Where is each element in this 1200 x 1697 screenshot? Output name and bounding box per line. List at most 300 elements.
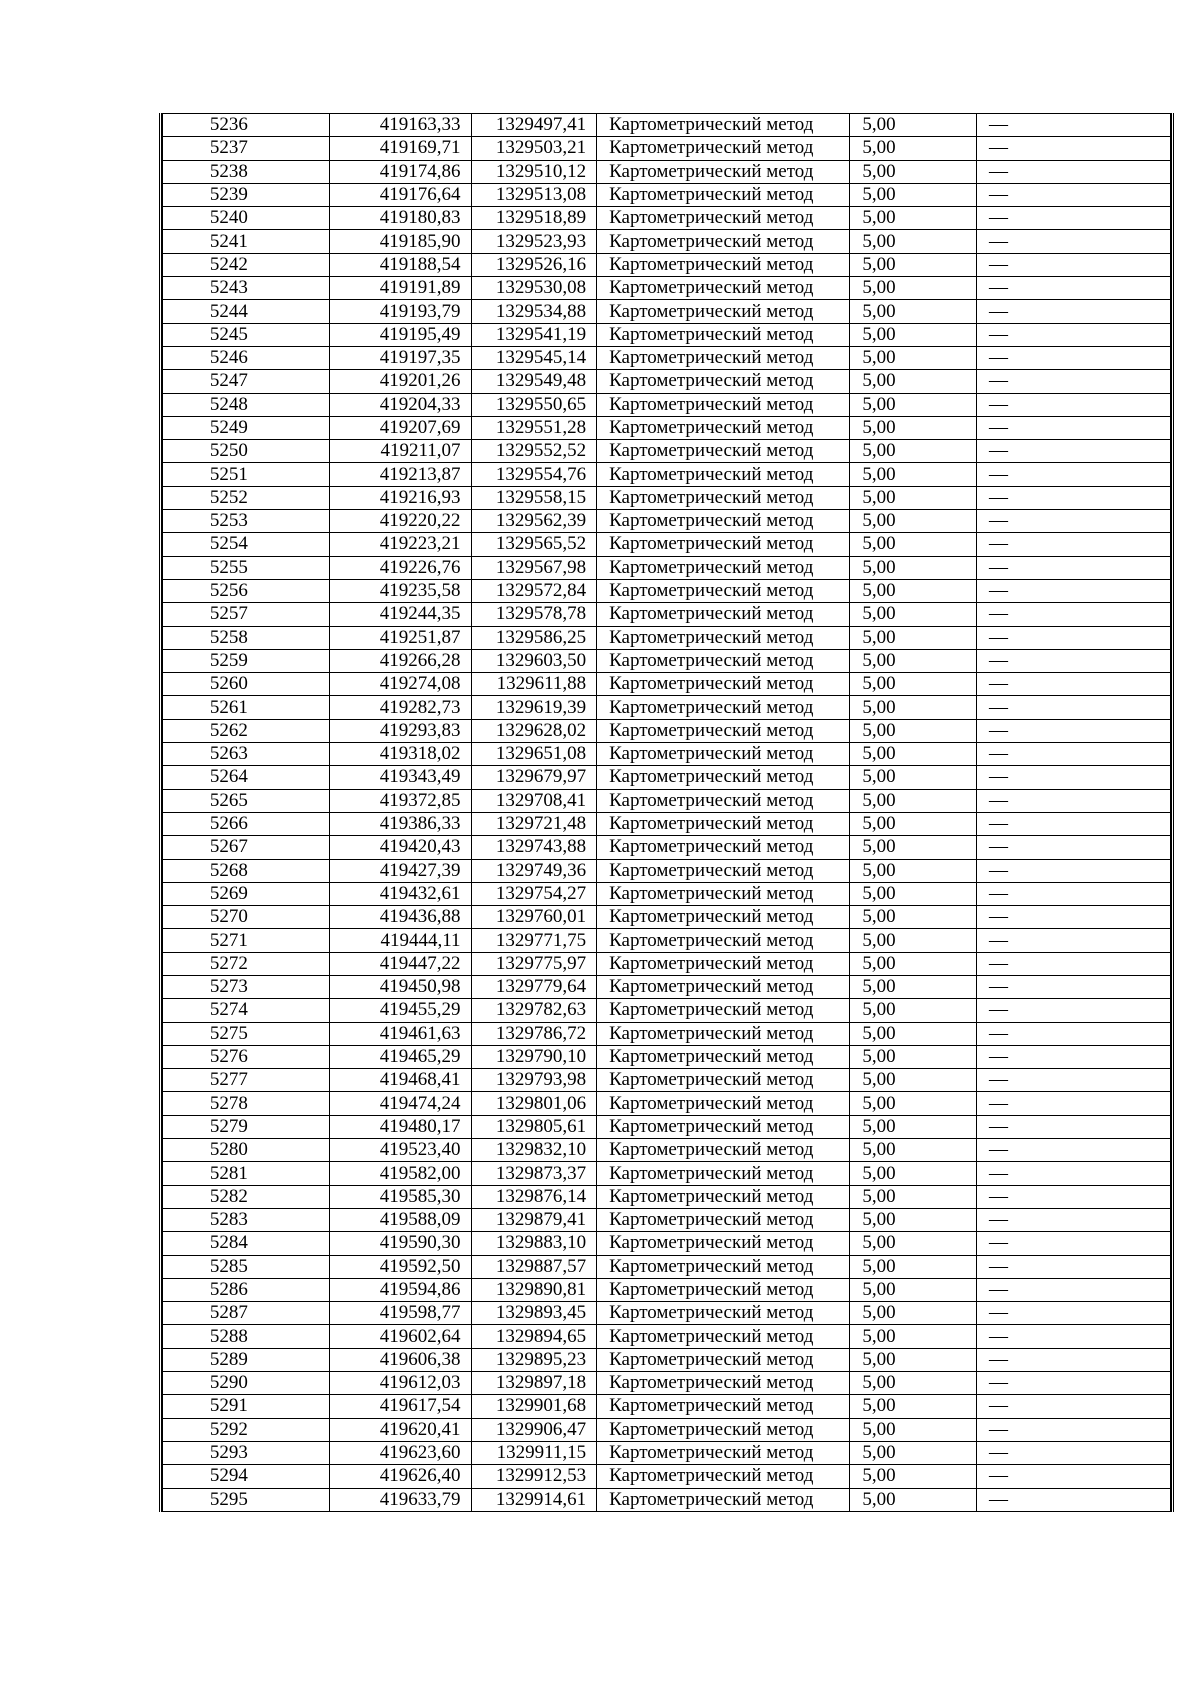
point-number-cell: 5286 — [163, 1278, 330, 1301]
accuracy-cell: 5,00 — [850, 300, 977, 323]
point-number-cell: 5259 — [163, 649, 330, 672]
x-coordinate-cell: 419585,30 — [329, 1185, 471, 1208]
accuracy-cell: 5,00 — [850, 626, 977, 649]
table-row — [163, 952, 1171, 975]
x-coordinate-cell: 419193,79 — [329, 300, 471, 323]
note-cell: — — [976, 346, 1170, 369]
table-row — [163, 1139, 1171, 1162]
table-row — [163, 719, 1171, 742]
method-cell: Картометрический метод — [597, 626, 850, 649]
y-coordinate-cell: 1329743,88 — [471, 836, 597, 859]
point-number-cell: 5242 — [163, 253, 330, 276]
table-row — [163, 999, 1171, 1022]
y-coordinate-cell: 1329552,52 — [471, 440, 597, 463]
x-coordinate-cell: 419468,41 — [329, 1069, 471, 1092]
note-cell: — — [976, 370, 1170, 393]
x-coordinate-cell: 419590,30 — [329, 1232, 471, 1255]
accuracy-cell: 5,00 — [850, 1348, 977, 1371]
note-cell: — — [976, 975, 1170, 998]
accuracy-cell: 5,00 — [850, 486, 977, 509]
table-row — [163, 253, 1171, 276]
table-row — [163, 1185, 1171, 1208]
point-number-cell: 5271 — [163, 929, 330, 952]
method-cell: Картометрический метод — [597, 393, 850, 416]
method-cell: Картометрический метод — [597, 370, 850, 393]
table-row — [163, 1022, 1171, 1045]
table-row — [163, 1418, 1171, 1441]
x-coordinate-cell: 419204,33 — [329, 393, 471, 416]
x-coordinate-cell: 419594,86 — [329, 1278, 471, 1301]
point-number-cell: 5284 — [163, 1232, 330, 1255]
note-cell: — — [976, 300, 1170, 323]
accuracy-cell: 5,00 — [850, 440, 977, 463]
note-cell: — — [976, 859, 1170, 882]
accuracy-cell: 5,00 — [850, 673, 977, 696]
table-row — [163, 230, 1171, 253]
table-row — [163, 160, 1171, 183]
x-coordinate-cell: 419226,76 — [329, 556, 471, 579]
point-number-cell: 5246 — [163, 346, 330, 369]
y-coordinate-cell: 1329550,65 — [471, 393, 597, 416]
point-number-cell: 5273 — [163, 975, 330, 998]
accuracy-cell: 5,00 — [850, 766, 977, 789]
note-cell: — — [976, 1045, 1170, 1068]
point-number-cell: 5240 — [163, 207, 330, 230]
method-cell: Картометрический метод — [597, 603, 850, 626]
method-cell: Картометрический метод — [597, 1325, 850, 1348]
method-cell: Картометрический метод — [597, 1115, 850, 1138]
note-cell: — — [976, 183, 1170, 206]
note-cell: — — [976, 743, 1170, 766]
method-cell: Картометрический метод — [597, 1395, 850, 1418]
method-cell: Картометрический метод — [597, 114, 850, 137]
y-coordinate-cell: 1329628,02 — [471, 719, 597, 742]
point-number-cell: 5267 — [163, 836, 330, 859]
accuracy-cell: 5,00 — [850, 277, 977, 300]
x-coordinate-cell: 419623,60 — [329, 1441, 471, 1464]
table-row — [163, 882, 1171, 905]
accuracy-cell: 5,00 — [850, 1278, 977, 1301]
x-coordinate-cell: 419223,21 — [329, 533, 471, 556]
y-coordinate-cell: 1329578,78 — [471, 603, 597, 626]
x-coordinate-cell: 419386,33 — [329, 812, 471, 835]
table-row — [163, 300, 1171, 323]
method-cell: Картометрический метод — [597, 673, 850, 696]
table-row — [163, 812, 1171, 835]
table-row — [163, 556, 1171, 579]
accuracy-cell: 5,00 — [850, 719, 977, 742]
note-cell: — — [976, 929, 1170, 952]
method-cell: Картометрический метод — [597, 1185, 850, 1208]
method-cell: Картометрический метод — [597, 346, 850, 369]
x-coordinate-cell: 419633,79 — [329, 1488, 471, 1511]
table-row — [163, 1441, 1171, 1464]
accuracy-cell: 5,00 — [850, 114, 977, 137]
accuracy-cell: 5,00 — [850, 160, 977, 183]
x-coordinate-cell: 419274,08 — [329, 673, 471, 696]
x-coordinate-cell: 419293,83 — [329, 719, 471, 742]
method-cell: Картометрический метод — [597, 1465, 850, 1488]
method-cell: Картометрический метод — [597, 1162, 850, 1185]
table-row — [163, 975, 1171, 998]
point-number-cell: 5292 — [163, 1418, 330, 1441]
y-coordinate-cell: 1329558,15 — [471, 486, 597, 509]
y-coordinate-cell: 1329883,10 — [471, 1232, 597, 1255]
point-number-cell: 5272 — [163, 952, 330, 975]
point-number-cell: 5256 — [163, 579, 330, 602]
method-cell: Картометрический метод — [597, 743, 850, 766]
table-row — [163, 1092, 1171, 1115]
y-coordinate-cell: 1329782,63 — [471, 999, 597, 1022]
x-coordinate-cell: 419455,29 — [329, 999, 471, 1022]
y-coordinate-cell: 1329619,39 — [471, 696, 597, 719]
x-coordinate-cell: 419185,90 — [329, 230, 471, 253]
note-cell: — — [976, 556, 1170, 579]
accuracy-cell: 5,00 — [850, 1418, 977, 1441]
x-coordinate-cell: 419620,41 — [329, 1418, 471, 1441]
x-coordinate-cell: 419523,40 — [329, 1139, 471, 1162]
note-cell: — — [976, 1022, 1170, 1045]
table-row — [163, 673, 1171, 696]
table-row — [163, 836, 1171, 859]
y-coordinate-cell: 1329679,97 — [471, 766, 597, 789]
method-cell: Картометрический метод — [597, 789, 850, 812]
y-coordinate-cell: 1329565,52 — [471, 533, 597, 556]
table-row — [163, 1325, 1171, 1348]
point-number-cell: 5291 — [163, 1395, 330, 1418]
accuracy-cell: 5,00 — [850, 463, 977, 486]
x-coordinate-cell: 419461,63 — [329, 1022, 471, 1045]
point-number-cell: 5290 — [163, 1372, 330, 1395]
x-coordinate-cell: 419318,02 — [329, 743, 471, 766]
note-cell: — — [976, 137, 1170, 160]
accuracy-cell: 5,00 — [850, 416, 977, 439]
method-cell: Картометрический метод — [597, 323, 850, 346]
note-cell: — — [976, 1162, 1170, 1185]
note-cell: — — [976, 416, 1170, 439]
point-number-cell: 5295 — [163, 1488, 330, 1511]
accuracy-cell: 5,00 — [850, 1115, 977, 1138]
note-cell: — — [976, 603, 1170, 626]
y-coordinate-cell: 1329754,27 — [471, 882, 597, 905]
point-number-cell: 5285 — [163, 1255, 330, 1278]
method-cell: Картометрический метод — [597, 1208, 850, 1231]
point-number-cell: 5277 — [163, 1069, 330, 1092]
point-number-cell: 5264 — [163, 766, 330, 789]
y-coordinate-cell: 1329911,15 — [471, 1441, 597, 1464]
table-row — [163, 579, 1171, 602]
point-number-cell: 5276 — [163, 1045, 330, 1068]
note-cell: — — [976, 323, 1170, 346]
note-cell: — — [976, 882, 1170, 905]
y-coordinate-cell: 1329894,65 — [471, 1325, 597, 1348]
x-coordinate-cell: 419169,71 — [329, 137, 471, 160]
accuracy-cell: 5,00 — [850, 1045, 977, 1068]
method-cell: Картометрический метод — [597, 929, 850, 952]
y-coordinate-cell: 1329832,10 — [471, 1139, 597, 1162]
note-cell: — — [976, 1302, 1170, 1325]
x-coordinate-cell: 419598,77 — [329, 1302, 471, 1325]
note-cell: — — [976, 463, 1170, 486]
method-cell: Картометрический метод — [597, 463, 850, 486]
accuracy-cell: 5,00 — [850, 1232, 977, 1255]
method-cell: Картометрический метод — [597, 859, 850, 882]
accuracy-cell: 5,00 — [850, 952, 977, 975]
note-cell: — — [976, 230, 1170, 253]
method-cell: Картометрический метод — [597, 533, 850, 556]
y-coordinate-cell: 1329906,47 — [471, 1418, 597, 1441]
x-coordinate-cell: 419266,28 — [329, 649, 471, 672]
note-cell: — — [976, 1348, 1170, 1371]
x-coordinate-cell: 419201,26 — [329, 370, 471, 393]
note-cell: — — [976, 510, 1170, 533]
x-coordinate-cell: 419207,69 — [329, 416, 471, 439]
accuracy-cell: 5,00 — [850, 346, 977, 369]
method-cell: Картометрический метод — [597, 766, 850, 789]
table-row — [163, 510, 1171, 533]
accuracy-cell: 5,00 — [850, 789, 977, 812]
method-cell: Картометрический метод — [597, 510, 850, 533]
y-coordinate-cell: 1329793,98 — [471, 1069, 597, 1092]
point-number-cell: 5251 — [163, 463, 330, 486]
accuracy-cell: 5,00 — [850, 183, 977, 206]
y-coordinate-cell: 1329572,84 — [471, 579, 597, 602]
table-row — [163, 1278, 1171, 1301]
method-cell: Картометрический метод — [597, 882, 850, 905]
table-row — [163, 766, 1171, 789]
accuracy-cell: 5,00 — [850, 510, 977, 533]
table-row — [163, 626, 1171, 649]
table-row — [163, 906, 1171, 929]
x-coordinate-cell: 419617,54 — [329, 1395, 471, 1418]
point-number-cell: 5249 — [163, 416, 330, 439]
accuracy-cell: 5,00 — [850, 533, 977, 556]
accuracy-cell: 5,00 — [850, 1069, 977, 1092]
x-coordinate-cell: 419235,58 — [329, 579, 471, 602]
y-coordinate-cell: 1329879,41 — [471, 1208, 597, 1231]
point-number-cell: 5253 — [163, 510, 330, 533]
point-number-cell: 5269 — [163, 882, 330, 905]
point-number-cell: 5275 — [163, 1022, 330, 1045]
accuracy-cell: 5,00 — [850, 929, 977, 952]
method-cell: Картометрический метод — [597, 906, 850, 929]
x-coordinate-cell: 419211,07 — [329, 440, 471, 463]
accuracy-cell: 5,00 — [850, 1255, 977, 1278]
y-coordinate-cell: 1329534,88 — [471, 300, 597, 323]
accuracy-cell: 5,00 — [850, 859, 977, 882]
table-row — [163, 1162, 1171, 1185]
note-cell: — — [976, 579, 1170, 602]
x-coordinate-cell: 419474,24 — [329, 1092, 471, 1115]
x-coordinate-cell: 419480,17 — [329, 1115, 471, 1138]
point-number-cell: 5288 — [163, 1325, 330, 1348]
method-cell: Картометрический метод — [597, 999, 850, 1022]
point-number-cell: 5237 — [163, 137, 330, 160]
table-row — [163, 859, 1171, 882]
method-cell: Картометрический метод — [597, 253, 850, 276]
table-row — [163, 1465, 1171, 1488]
y-coordinate-cell: 1329549,48 — [471, 370, 597, 393]
x-coordinate-cell: 419602,64 — [329, 1325, 471, 1348]
table-row — [163, 1208, 1171, 1231]
x-coordinate-cell: 419180,83 — [329, 207, 471, 230]
method-cell: Картометрический метод — [597, 486, 850, 509]
table-row — [163, 1488, 1171, 1511]
method-cell: Картометрический метод — [597, 1488, 850, 1511]
table-row — [163, 533, 1171, 556]
note-cell: — — [976, 1115, 1170, 1138]
method-cell: Картометрический метод — [597, 1372, 850, 1395]
table-row — [163, 1348, 1171, 1371]
point-number-cell: 5244 — [163, 300, 330, 323]
point-number-cell: 5247 — [163, 370, 330, 393]
note-cell: — — [976, 1441, 1170, 1464]
accuracy-cell: 5,00 — [850, 137, 977, 160]
accuracy-cell: 5,00 — [850, 1325, 977, 1348]
y-coordinate-cell: 1329541,19 — [471, 323, 597, 346]
accuracy-cell: 5,00 — [850, 1488, 977, 1511]
note-cell: — — [976, 789, 1170, 812]
method-cell: Картометрический метод — [597, 812, 850, 835]
table-row — [163, 1069, 1171, 1092]
x-coordinate-cell: 419427,39 — [329, 859, 471, 882]
note-cell: — — [976, 1092, 1170, 1115]
x-coordinate-cell: 419432,61 — [329, 882, 471, 905]
y-coordinate-cell: 1329890,81 — [471, 1278, 597, 1301]
table-row — [163, 323, 1171, 346]
x-coordinate-cell: 419188,54 — [329, 253, 471, 276]
table-row — [163, 649, 1171, 672]
note-cell: — — [976, 836, 1170, 859]
table-row — [163, 1232, 1171, 1255]
x-coordinate-cell: 419592,50 — [329, 1255, 471, 1278]
note-cell: — — [976, 626, 1170, 649]
note-cell: — — [976, 1185, 1170, 1208]
table-row — [163, 346, 1171, 369]
y-coordinate-cell: 1329518,89 — [471, 207, 597, 230]
y-coordinate-cell: 1329586,25 — [471, 626, 597, 649]
note-cell: — — [976, 1278, 1170, 1301]
method-cell: Картометрический метод — [597, 1022, 850, 1045]
accuracy-cell: 5,00 — [850, 253, 977, 276]
point-number-cell: 5270 — [163, 906, 330, 929]
y-coordinate-cell: 1329523,93 — [471, 230, 597, 253]
y-coordinate-cell: 1329497,41 — [471, 114, 597, 137]
accuracy-cell: 5,00 — [850, 999, 977, 1022]
y-coordinate-cell: 1329790,10 — [471, 1045, 597, 1068]
note-cell: — — [976, 160, 1170, 183]
point-number-cell: 5282 — [163, 1185, 330, 1208]
accuracy-cell: 5,00 — [850, 207, 977, 230]
table-row — [163, 416, 1171, 439]
x-coordinate-cell: 419588,09 — [329, 1208, 471, 1231]
point-number-cell: 5245 — [163, 323, 330, 346]
table-row — [163, 370, 1171, 393]
note-cell: — — [976, 1139, 1170, 1162]
accuracy-cell: 5,00 — [850, 393, 977, 416]
method-cell: Картометрический метод — [597, 300, 850, 323]
point-number-cell: 5287 — [163, 1302, 330, 1325]
x-coordinate-cell: 419220,22 — [329, 510, 471, 533]
x-coordinate-cell: 419197,35 — [329, 346, 471, 369]
point-number-cell: 5250 — [163, 440, 330, 463]
point-number-cell: 5263 — [163, 743, 330, 766]
accuracy-cell: 5,00 — [850, 743, 977, 766]
point-number-cell: 5260 — [163, 673, 330, 696]
point-number-cell: 5266 — [163, 812, 330, 835]
y-coordinate-cell: 1329530,08 — [471, 277, 597, 300]
note-cell: — — [976, 649, 1170, 672]
y-coordinate-cell: 1329554,76 — [471, 463, 597, 486]
note-cell: — — [976, 1418, 1170, 1441]
y-coordinate-cell: 1329603,50 — [471, 649, 597, 672]
x-coordinate-cell: 419372,85 — [329, 789, 471, 812]
x-coordinate-cell: 419436,88 — [329, 906, 471, 929]
y-coordinate-cell: 1329893,45 — [471, 1302, 597, 1325]
accuracy-cell: 5,00 — [850, 1185, 977, 1208]
point-number-cell: 5238 — [163, 160, 330, 183]
point-number-cell: 5236 — [163, 114, 330, 137]
point-number-cell: 5257 — [163, 603, 330, 626]
point-number-cell: 5278 — [163, 1092, 330, 1115]
method-cell: Картометрический метод — [597, 1441, 850, 1464]
table-row — [163, 1255, 1171, 1278]
table-row — [163, 463, 1171, 486]
point-number-cell: 5289 — [163, 1348, 330, 1371]
coordinates-table-frame — [159, 113, 1174, 1512]
x-coordinate-cell: 419626,40 — [329, 1465, 471, 1488]
note-cell: — — [976, 999, 1170, 1022]
note-cell: — — [976, 1395, 1170, 1418]
point-number-cell: 5239 — [163, 183, 330, 206]
table-row — [163, 137, 1171, 160]
y-coordinate-cell: 1329887,57 — [471, 1255, 597, 1278]
point-number-cell: 5280 — [163, 1139, 330, 1162]
point-number-cell: 5293 — [163, 1441, 330, 1464]
y-coordinate-cell: 1329779,64 — [471, 975, 597, 998]
x-coordinate-cell: 419251,87 — [329, 626, 471, 649]
y-coordinate-cell: 1329526,16 — [471, 253, 597, 276]
table-row — [163, 207, 1171, 230]
note-cell: — — [976, 673, 1170, 696]
method-cell: Картометрический метод — [597, 556, 850, 579]
point-number-cell: 5283 — [163, 1208, 330, 1231]
accuracy-cell: 5,00 — [850, 1395, 977, 1418]
accuracy-cell: 5,00 — [850, 323, 977, 346]
x-coordinate-cell: 419213,87 — [329, 463, 471, 486]
point-number-cell: 5281 — [163, 1162, 330, 1185]
method-cell: Картометрический метод — [597, 160, 850, 183]
point-number-cell: 5262 — [163, 719, 330, 742]
accuracy-cell: 5,00 — [850, 1372, 977, 1395]
table-row — [163, 183, 1171, 206]
method-cell: Картометрический метод — [597, 975, 850, 998]
note-cell: — — [976, 486, 1170, 509]
y-coordinate-cell: 1329611,88 — [471, 673, 597, 696]
y-coordinate-cell: 1329805,61 — [471, 1115, 597, 1138]
table-row — [163, 789, 1171, 812]
method-cell: Картометрический метод — [597, 1255, 850, 1278]
accuracy-cell: 5,00 — [850, 1162, 977, 1185]
accuracy-cell: 5,00 — [850, 1022, 977, 1045]
note-cell: — — [976, 1232, 1170, 1255]
method-cell: Картометрический метод — [597, 183, 850, 206]
accuracy-cell: 5,00 — [850, 1139, 977, 1162]
point-number-cell: 5274 — [163, 999, 330, 1022]
method-cell: Картометрический метод — [597, 1045, 850, 1068]
note-cell: — — [976, 253, 1170, 276]
y-coordinate-cell: 1329721,48 — [471, 812, 597, 835]
